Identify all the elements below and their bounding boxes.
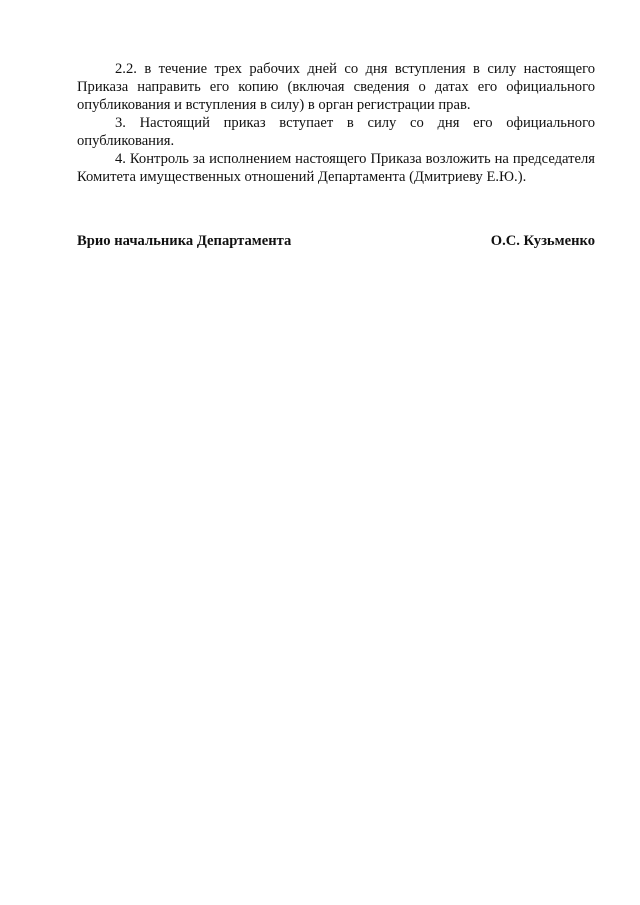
signatory-name: О.С. Кузьменко (490, 233, 595, 249)
paragraph-2-2: 2.2. в течение трех рабочих дней со дня вступления в силу настоящего Приказа направить его копию (включая сведения о датах его официального опубликования и вступления в силу) в орган регистрации прав. (77, 61, 595, 113)
signature-block (77, 232, 595, 250)
paragraph-3: 3. Настоящий приказ вступает в силу со дня его официального опубликования. (77, 115, 595, 149)
document-body (77, 60, 595, 186)
paragraph-4: 4. Контроль за исполнением настоящего Приказа возложить на председателя Комитета имущественных отношений Департамента (Дмитриеву Е.Ю.). (77, 151, 595, 185)
signatory-position: Врио начальника Департамента (77, 233, 292, 249)
